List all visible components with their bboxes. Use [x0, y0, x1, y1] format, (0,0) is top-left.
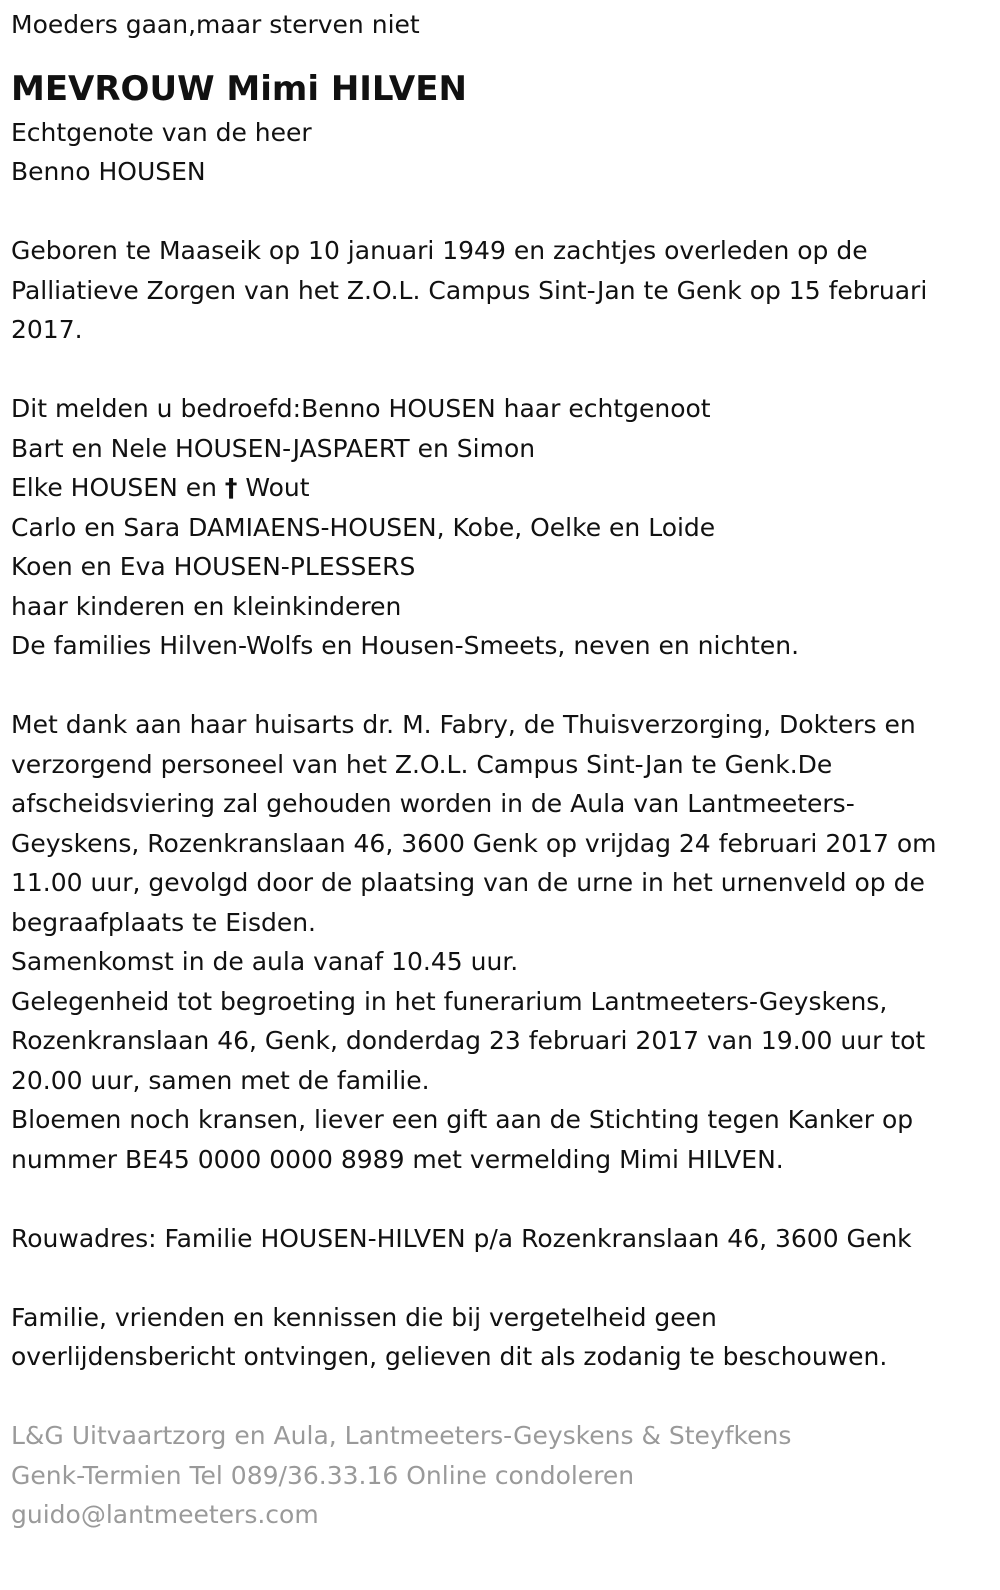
closing-line: Familie, vrienden en kennissen die bij vergetelheid geen: [11, 1302, 717, 1332]
funeral-home-footer: [11, 1416, 1000, 1535]
family-line: Dit melden u bedroefd:Benno HOUSEN haar echtgenoot: [11, 394, 711, 423]
spouse-block: [11, 113, 1000, 192]
details-line: begraafplaats te Eisden.: [11, 907, 317, 937]
spacer: [11, 666, 1000, 706]
spouse-name: Benno HOUSEN: [11, 157, 206, 186]
family-line: [11, 468, 1000, 508]
cross-icon: †: [224, 473, 238, 502]
family-text: Elke HOUSEN en: [11, 473, 225, 502]
family-text: Wout: [237, 473, 310, 502]
footer-line: Genk-Termien Tel 089/36.33.16 Online condoleren: [11, 1460, 635, 1490]
family-line: Koen en Eva HOUSEN-PLESSERS: [11, 552, 416, 581]
heading-quote: Moeders gaan,maar sterven niet: [11, 10, 420, 39]
family-line: De families Hilven-Wolfs en Housen-Smeets, neven en nichten.: [11, 631, 800, 660]
details-line: Gelegenheid tot begroeting in het funerarium Lantmeeters-Geyskens,: [11, 986, 888, 1016]
details-line: Samenkomst in de aula vanaf 10.45 uur.: [11, 947, 519, 976]
spacer: [11, 350, 1000, 390]
family-line: haar kinderen en kleinkinderen: [11, 591, 402, 621]
footer-line: L&G Uitvaartzorg en Aula, Lantmeeters-Geyskens & Steyfkens: [11, 1421, 792, 1450]
family-line: Bart en Nele HOUSEN-JASPAERT en Simon: [11, 433, 536, 463]
details-line: Met dank aan haar huisarts dr. M. Fabry, de Thuisverzorging, Dokters en: [11, 710, 916, 739]
closing-line: overlijdensbericht ontvingen, gelieven dit als zodanig te beschouwen.: [11, 1342, 888, 1371]
birth-line: Palliatieve Zorgen van het Z.O.L. Campus Sint-Jan te Genk op 15 februari: [11, 275, 928, 305]
spacer: [11, 1258, 1000, 1298]
footer-email: guido@lantmeeters.com: [11, 1500, 319, 1529]
birth-line: Geboren te Maaseik op 10 januari 1949 en zachtjes overleden op de: [11, 236, 868, 265]
details-line: nummer BE45 0000 0000 8989 met vermelding Mimi HILVEN.: [11, 1144, 784, 1174]
details-line: Rozenkranslaan 46, Genk, donderdag 23 februari 2017 van 19.00 uur tot: [11, 1026, 926, 1055]
spacer: [11, 192, 1000, 232]
details-line: afscheidsviering zal gehouden worden in de Aula van Lantmeeters-: [11, 789, 855, 818]
details-line: 11.00 uur, gevolgd door de plaatsing van de urne in het urnenveld op de: [11, 868, 925, 897]
details-line: verzorgend personeel van het Z.O.L. Campus Sint-Jan te Genk.De: [11, 749, 833, 779]
birth-line: 2017.: [11, 315, 83, 344]
spacer: [11, 1179, 1000, 1219]
family-line: Carlo en Sara DAMIAENS-HOUSEN, Kobe, Oelke en Loide: [11, 512, 716, 542]
spouse-line: Echtgenote van de heer: [11, 117, 312, 147]
details-line: Geyskens, Rozenkranslaan 46, 3600 Genk op vrijdag 24 februari 2017 om: [11, 828, 937, 858]
details-block: [11, 705, 1000, 1179]
family-block: [11, 389, 1000, 666]
deceased-name: MEVROUW Mimi HILVEN: [11, 68, 467, 109]
spacer: [11, 1377, 1000, 1417]
birth-death-block: [11, 231, 1000, 350]
mourning-address: Rouwadres: Familie HOUSEN-HILVEN p/a Rozenkranslaan 46, 3600 Genk: [11, 1223, 912, 1253]
details-line: 20.00 uur, samen met de familie.: [11, 1065, 430, 1095]
details-line: Bloemen noch kransen, liever een gift aan de Stichting tegen Kanker op: [11, 1105, 914, 1134]
closing-block: [11, 1298, 1000, 1377]
